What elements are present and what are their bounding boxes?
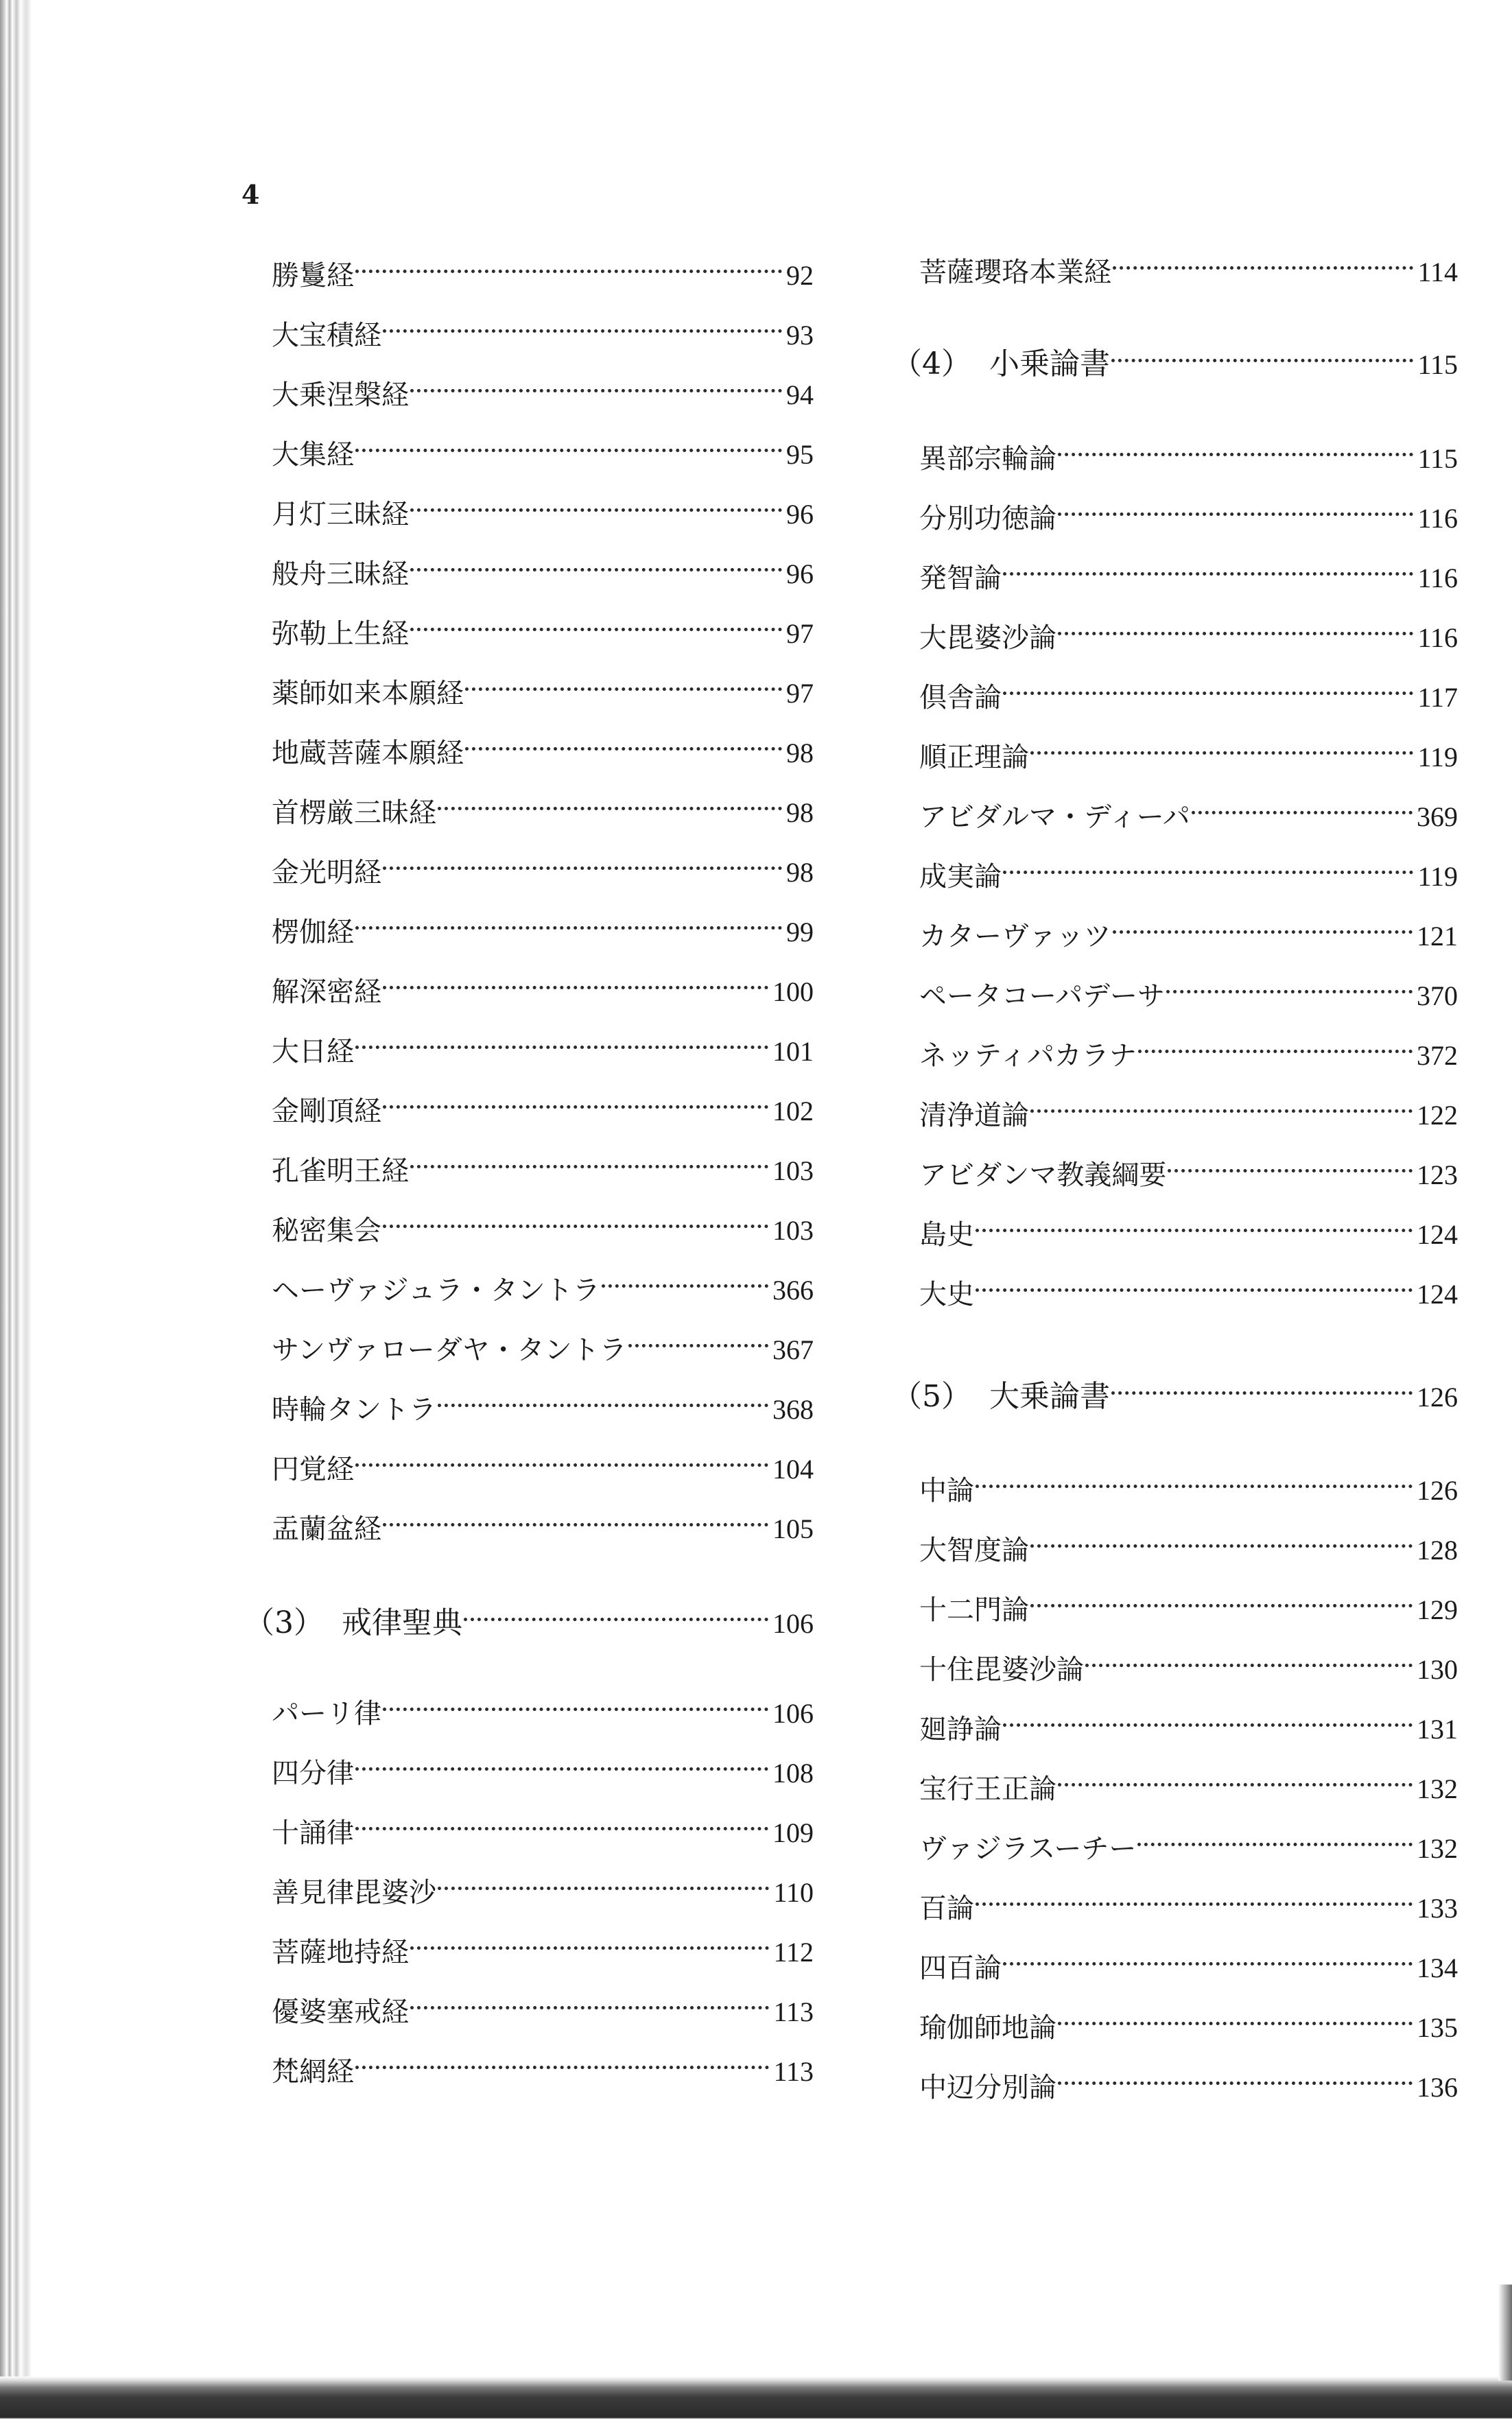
toc-entry bbox=[272, 423, 814, 471]
toc-entry bbox=[919, 486, 1458, 534]
entry-title: 楞伽経 bbox=[272, 917, 354, 948]
entry-title: アビダルマ・ディーパ bbox=[919, 801, 1190, 833]
entry-page: 115 bbox=[1417, 443, 1458, 474]
dot-leader bbox=[1085, 1638, 1413, 1679]
dot-leader bbox=[465, 661, 782, 703]
dot-leader bbox=[1003, 665, 1413, 707]
toc-entry bbox=[272, 1741, 814, 1789]
entry-page: 126 bbox=[1417, 1475, 1458, 1506]
entry-page: 124 bbox=[1417, 1219, 1458, 1250]
toc-entry bbox=[919, 1083, 1458, 1131]
dot-leader bbox=[383, 840, 782, 882]
entry-title: ヘーヴァジュラ・タントラ bbox=[272, 1275, 600, 1306]
entry-page: 132 bbox=[1417, 1773, 1458, 1804]
entry-title: 四分律 bbox=[272, 1758, 354, 1789]
toc-entry bbox=[919, 1638, 1458, 1686]
dot-leader bbox=[465, 721, 782, 762]
dot-leader bbox=[410, 1920, 769, 1961]
toc-entry bbox=[272, 900, 814, 948]
entry-page: 97 bbox=[786, 618, 814, 649]
section-title: 大乗論書 bbox=[989, 1379, 1110, 1414]
dot-leader bbox=[410, 1139, 768, 1180]
page-corner-shadow bbox=[1498, 2285, 1512, 2381]
entry-title: 大乗涅槃経 bbox=[272, 379, 409, 411]
entry-title: ヴァジラスーチー bbox=[919, 1833, 1137, 1865]
toc-entry bbox=[272, 363, 814, 411]
entry-page: 96 bbox=[786, 558, 814, 589]
dot-leader bbox=[1166, 964, 1413, 1005]
toc-entry bbox=[272, 244, 814, 292]
toc-entry bbox=[919, 606, 1458, 654]
entry-title: 円覚経 bbox=[272, 1454, 354, 1485]
entry-title: 大日経 bbox=[272, 1036, 354, 1067]
entry-page: 106 bbox=[772, 1698, 814, 1729]
entry-title: 十住毘婆沙論 bbox=[919, 1654, 1084, 1686]
entry-title: ネッティパカラナ bbox=[919, 1040, 1137, 1072]
dot-leader bbox=[410, 1980, 769, 2021]
dot-leader bbox=[1030, 1518, 1413, 1559]
entry-title: カターヴァッツ bbox=[919, 921, 1111, 952]
toc-entry bbox=[919, 1262, 1458, 1310]
entry-page: 116 bbox=[1417, 563, 1458, 593]
dot-leader bbox=[1192, 785, 1413, 826]
dot-leader bbox=[1030, 725, 1413, 766]
toc-entry bbox=[919, 1459, 1458, 1507]
entry-title: サンヴァローダヤ・タントラ bbox=[272, 1334, 627, 1366]
dot-leader bbox=[355, 1019, 768, 1061]
entry-title: 倶舎論 bbox=[919, 682, 1002, 713]
toc-section-heading bbox=[244, 1592, 814, 1640]
entry-page: 114 bbox=[1417, 257, 1458, 287]
toc-entry bbox=[272, 1079, 814, 1127]
dot-leader bbox=[1111, 1365, 1413, 1406]
toc-section-heading bbox=[892, 333, 1458, 381]
entry-page: 95 bbox=[786, 439, 814, 470]
dot-leader bbox=[1058, 486, 1413, 528]
dot-leader bbox=[602, 1258, 768, 1299]
entry-page: 370 bbox=[1417, 980, 1458, 1011]
entry-page: 132 bbox=[1417, 1833, 1458, 1864]
dot-leader bbox=[1003, 546, 1413, 587]
dot-leader bbox=[438, 781, 782, 822]
toc-entry bbox=[272, 1437, 814, 1485]
entry-title: 宝行王正論 bbox=[919, 1773, 1056, 1805]
entry-page: 366 bbox=[772, 1275, 814, 1306]
toc-entry bbox=[272, 781, 814, 829]
entry-title: 首楞厳三昧経 bbox=[272, 797, 436, 829]
dot-leader bbox=[976, 1203, 1413, 1244]
entry-title: 中論 bbox=[919, 1475, 974, 1507]
toc-entry bbox=[919, 964, 1458, 1012]
entry-page: 368 bbox=[772, 1394, 814, 1425]
entry-page: 116 bbox=[1417, 622, 1458, 653]
entry-page: 123 bbox=[1417, 1159, 1458, 1190]
entry-title: パーリ律 bbox=[272, 1698, 381, 1730]
dot-leader bbox=[1058, 606, 1413, 647]
toc-entry bbox=[272, 1199, 814, 1247]
toc-entry bbox=[919, 665, 1458, 713]
section-title: 小乗論書 bbox=[989, 346, 1110, 381]
toc-entry bbox=[272, 1378, 814, 1426]
toc-entry bbox=[919, 1936, 1458, 1984]
dot-leader bbox=[976, 1876, 1413, 1918]
toc-entry bbox=[919, 2055, 1458, 2103]
entry-page: 131 bbox=[1417, 1714, 1458, 1745]
entry-page: 99 bbox=[786, 917, 814, 947]
dot-leader bbox=[1003, 1697, 1413, 1738]
dot-leader bbox=[1137, 1817, 1413, 1858]
entry-page: 134 bbox=[1417, 1953, 1458, 1983]
entry-page: 133 bbox=[1417, 1893, 1458, 1924]
dot-leader bbox=[1003, 1936, 1413, 1977]
dot-leader bbox=[410, 542, 782, 583]
toc-entry bbox=[272, 721, 814, 769]
dot-leader bbox=[383, 1682, 768, 1723]
section-page: 115 bbox=[1417, 349, 1458, 380]
entry-page: 113 bbox=[773, 2056, 814, 2087]
dot-leader bbox=[976, 1262, 1413, 1304]
entry-title: 孔雀明王経 bbox=[272, 1155, 409, 1187]
toc-entry bbox=[919, 1203, 1458, 1251]
entry-title: 優婆塞戒経 bbox=[272, 1996, 409, 2028]
entry-page: 136 bbox=[1417, 2072, 1458, 2103]
entry-page: 130 bbox=[1417, 1654, 1458, 1685]
dot-leader bbox=[464, 1592, 768, 1633]
entry-title: 解深密経 bbox=[272, 976, 381, 1008]
toc-entry bbox=[272, 1682, 814, 1730]
entry-title: ペータコーパデーサ bbox=[919, 980, 1165, 1012]
toc-entry bbox=[919, 1578, 1458, 1626]
toc-entry bbox=[919, 1996, 1458, 2044]
dot-leader bbox=[1111, 333, 1413, 374]
toc-entry bbox=[919, 1817, 1458, 1865]
entry-page: 97 bbox=[786, 678, 814, 709]
dot-leader bbox=[410, 602, 782, 643]
dot-leader bbox=[355, 1741, 768, 1782]
dot-leader bbox=[1030, 1083, 1413, 1124]
dot-leader bbox=[383, 1079, 768, 1120]
entry-title: 勝鬘経 bbox=[272, 260, 354, 292]
entry-title: 発智論 bbox=[919, 563, 1002, 594]
entry-title: 百論 bbox=[919, 1893, 974, 1924]
entry-title: 大集経 bbox=[272, 439, 354, 471]
entry-page: 135 bbox=[1417, 2012, 1458, 2043]
entry-page: 119 bbox=[1417, 861, 1458, 892]
entry-title: 四百論 bbox=[919, 1953, 1002, 1984]
entry-page: 124 bbox=[1417, 1279, 1458, 1310]
dot-leader bbox=[1138, 1024, 1413, 1065]
dot-leader bbox=[383, 1199, 768, 1240]
toc-entry bbox=[272, 482, 814, 530]
toc-entry bbox=[272, 1861, 814, 1909]
entry-title: 盂蘭盆経 bbox=[272, 1513, 381, 1545]
entry-title: 大毘婆沙論 bbox=[919, 622, 1056, 654]
toc-entry bbox=[919, 1757, 1458, 1805]
entry-page: 96 bbox=[786, 499, 814, 530]
toc-entry bbox=[919, 546, 1458, 594]
dot-leader bbox=[383, 303, 782, 344]
entry-page: 128 bbox=[1417, 1535, 1458, 1566]
dot-leader bbox=[355, 1801, 768, 1842]
entry-title: 秘密集会 bbox=[272, 1215, 381, 1247]
dot-leader bbox=[628, 1318, 768, 1359]
toc-entry bbox=[919, 1697, 1458, 1745]
entry-title: 薬師如来本願経 bbox=[272, 678, 464, 709]
toc-entry bbox=[919, 1518, 1458, 1566]
entry-page: 112 bbox=[773, 1937, 814, 1968]
section-number: （5） bbox=[892, 1379, 971, 1414]
entry-title: 異部宗輪論 bbox=[919, 443, 1056, 475]
section-number: （3） bbox=[244, 1605, 324, 1640]
toc-entry bbox=[919, 904, 1458, 952]
entry-title: 中辺分別論 bbox=[919, 2072, 1056, 2103]
entry-title: 梵網経 bbox=[272, 2056, 354, 2088]
dot-leader bbox=[438, 1378, 768, 1419]
toc-entry bbox=[919, 240, 1458, 288]
entry-page: 121 bbox=[1417, 921, 1458, 952]
entry-page: 129 bbox=[1417, 1594, 1458, 1625]
dot-leader bbox=[410, 363, 782, 404]
dot-leader bbox=[1058, 1996, 1413, 2037]
toc-entry bbox=[919, 845, 1458, 893]
toc-entry bbox=[272, 960, 814, 1008]
dot-leader bbox=[355, 900, 782, 941]
entry-page: 113 bbox=[773, 1996, 814, 2027]
entry-title: 大宝積経 bbox=[272, 320, 381, 351]
toc-entry bbox=[919, 785, 1458, 833]
entry-page: 103 bbox=[772, 1155, 814, 1186]
entry-page: 110 bbox=[773, 1877, 814, 1908]
dot-leader bbox=[1058, 427, 1413, 468]
entry-page: 104 bbox=[772, 1454, 814, 1485]
entry-title: 弥勒上生経 bbox=[272, 618, 409, 650]
toc-entry bbox=[272, 542, 814, 590]
dot-leader bbox=[355, 423, 782, 464]
entry-title: 十二門論 bbox=[919, 1594, 1029, 1626]
entry-page: 92 bbox=[786, 260, 814, 291]
dot-leader bbox=[1113, 240, 1413, 281]
entry-page: 372 bbox=[1417, 1040, 1458, 1071]
dot-leader bbox=[976, 1459, 1413, 1500]
section-page: 126 bbox=[1417, 1382, 1458, 1413]
entry-title: 瑜伽師地論 bbox=[919, 2012, 1056, 2044]
dot-leader bbox=[1003, 845, 1413, 886]
scan-bottom-shadow bbox=[0, 2376, 1512, 2430]
toc-entry bbox=[272, 1258, 814, 1306]
entry-title: 菩薩地持経 bbox=[272, 1937, 409, 1968]
section-title: 戒律聖典 bbox=[342, 1605, 462, 1640]
entry-title: 大智度論 bbox=[919, 1535, 1029, 1566]
entry-title: 十誦律 bbox=[272, 1817, 354, 1849]
entry-page: 369 bbox=[1417, 801, 1458, 832]
dot-leader bbox=[355, 1437, 768, 1478]
toc-entry bbox=[272, 1980, 814, 2028]
entry-page: 367 bbox=[772, 1334, 814, 1365]
entry-title: 清浄道論 bbox=[919, 1100, 1029, 1131]
dot-leader bbox=[355, 244, 782, 285]
entry-title: 金剛頂経 bbox=[272, 1096, 381, 1127]
toc-entry bbox=[272, 1139, 814, 1187]
entry-page: 103 bbox=[772, 1215, 814, 1246]
toc-entry bbox=[272, 1801, 814, 1849]
section-number: （4） bbox=[892, 346, 971, 381]
entry-page: 108 bbox=[772, 1758, 814, 1789]
toc-entry bbox=[272, 303, 814, 351]
page-number: 4 bbox=[241, 179, 260, 210]
dot-leader bbox=[383, 960, 768, 1001]
entry-page: 105 bbox=[772, 1513, 814, 1544]
entry-title: 地蔵菩薩本願経 bbox=[272, 738, 464, 769]
entry-page: 101 bbox=[772, 1036, 814, 1067]
toc-entry bbox=[272, 1318, 814, 1366]
entry-title: 月灯三昧経 bbox=[272, 499, 409, 530]
toc-entry bbox=[919, 427, 1458, 475]
entry-title: 大史 bbox=[919, 1279, 974, 1310]
toc-entry bbox=[919, 1143, 1458, 1191]
entry-title: 菩薩瓔珞本業経 bbox=[919, 257, 1111, 288]
entry-title: アビダンマ教義綱要 bbox=[919, 1159, 1167, 1191]
section-page: 106 bbox=[772, 1608, 814, 1639]
entry-page: 122 bbox=[1417, 1100, 1458, 1131]
entry-page: 102 bbox=[772, 1096, 814, 1126]
dot-leader bbox=[355, 2040, 769, 2081]
entry-page: 100 bbox=[772, 976, 814, 1007]
toc-entry bbox=[272, 840, 814, 888]
entry-title: 善見律毘婆沙 bbox=[272, 1877, 436, 1909]
toc-entry bbox=[272, 1019, 814, 1067]
toc-entry bbox=[919, 1876, 1458, 1924]
entry-page: 98 bbox=[786, 738, 814, 768]
entry-title: 時輪タントラ bbox=[272, 1394, 436, 1426]
binding-shadow bbox=[0, 0, 41, 2430]
entry-page: 119 bbox=[1417, 742, 1458, 772]
entry-page: 93 bbox=[786, 320, 814, 351]
entry-page: 98 bbox=[786, 797, 814, 828]
toc-entry bbox=[919, 725, 1458, 773]
entry-page: 116 bbox=[1417, 503, 1458, 534]
dot-leader bbox=[1030, 1578, 1413, 1619]
entry-page: 109 bbox=[772, 1817, 814, 1848]
entry-page: 98 bbox=[786, 857, 814, 888]
dot-leader bbox=[1058, 1757, 1413, 1798]
toc-entry bbox=[919, 1024, 1458, 1072]
entry-title: 分別功徳論 bbox=[919, 503, 1056, 534]
dot-leader bbox=[410, 482, 782, 523]
toc-entry bbox=[272, 602, 814, 650]
toc-entry bbox=[272, 2040, 814, 2088]
entry-title: 般舟三昧経 bbox=[272, 558, 409, 590]
entry-title: 金光明経 bbox=[272, 857, 381, 888]
dot-leader bbox=[1058, 2055, 1413, 2097]
entry-title: 順正理論 bbox=[919, 742, 1029, 773]
entry-title: 島史 bbox=[919, 1219, 974, 1251]
dot-leader bbox=[438, 1861, 769, 1902]
toc-entry bbox=[272, 661, 814, 709]
toc-entry bbox=[272, 1497, 814, 1545]
toc-entry bbox=[272, 1920, 814, 1968]
dot-leader bbox=[1168, 1143, 1413, 1184]
entry-page: 117 bbox=[1417, 682, 1458, 713]
entry-title: 成実論 bbox=[919, 861, 1002, 893]
entry-title: 廻諍論 bbox=[919, 1714, 1002, 1745]
dot-leader bbox=[383, 1497, 768, 1538]
dot-leader bbox=[1113, 904, 1413, 945]
entry-page: 94 bbox=[786, 379, 814, 410]
toc-section-heading bbox=[892, 1365, 1458, 1414]
